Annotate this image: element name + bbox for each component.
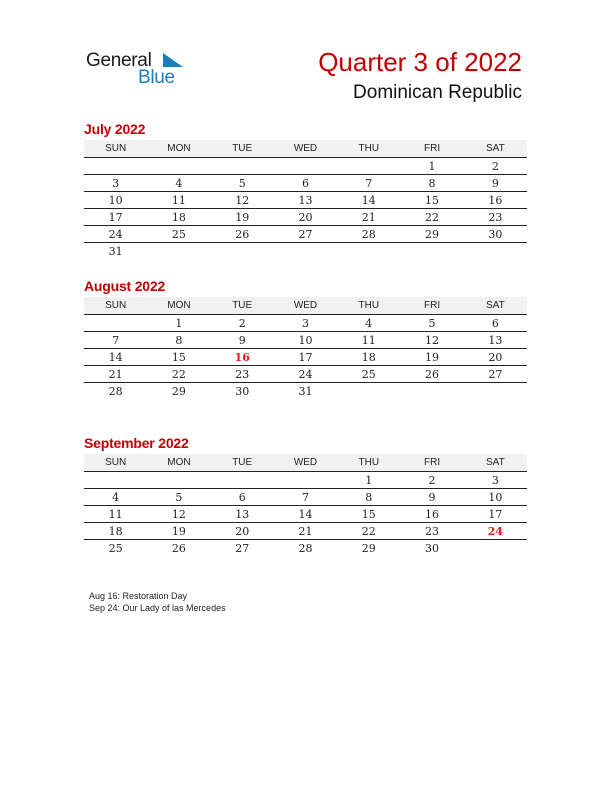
country-name: Dominican Republic bbox=[353, 82, 522, 103]
page-title: Quarter 3 of 2022 bbox=[318, 47, 522, 77]
day-cell: 25 bbox=[108, 541, 123, 555]
week-row bbox=[84, 332, 527, 349]
empty-day-cell bbox=[211, 243, 274, 260]
empty-day-cell bbox=[400, 243, 463, 260]
day-cell: 13 bbox=[464, 332, 527, 349]
day-cell: 25 bbox=[147, 226, 210, 243]
day-cell: 26 bbox=[211, 226, 274, 243]
week-row bbox=[84, 349, 527, 366]
day-cell: 6 bbox=[274, 175, 337, 192]
empty-day-cell bbox=[211, 472, 274, 489]
weekday-header: MON bbox=[147, 297, 210, 315]
day-cell: 2 bbox=[464, 158, 527, 175]
day-cell: 25 bbox=[337, 366, 400, 383]
day-cell: 8 bbox=[337, 489, 400, 506]
day-cell: 30 bbox=[425, 541, 440, 555]
day-cell: 18 bbox=[337, 349, 400, 366]
weekday-header: SAT bbox=[464, 454, 527, 472]
weekday-header: WED bbox=[274, 140, 337, 158]
day-cell: 2 bbox=[211, 315, 274, 332]
day-cell: 5 bbox=[400, 315, 463, 332]
day-cell: 17 bbox=[274, 349, 337, 366]
logo bbox=[86, 50, 196, 90]
empty-day-cell bbox=[464, 243, 527, 260]
calendar-table bbox=[84, 297, 527, 399]
week-row bbox=[84, 243, 527, 260]
month-title: September 2022 bbox=[84, 435, 189, 451]
day-cell: 6 bbox=[211, 489, 274, 506]
day-cell: 23 bbox=[211, 366, 274, 383]
empty-day-cell bbox=[274, 158, 337, 175]
week-row bbox=[84, 472, 527, 489]
day-cell: 22 bbox=[400, 209, 463, 226]
weekday-header: WED bbox=[274, 454, 337, 472]
weekday-header: TUE bbox=[211, 454, 274, 472]
day-cell: 3 bbox=[464, 472, 527, 489]
logo-text-general: General bbox=[86, 50, 152, 71]
weekday-header-row bbox=[84, 297, 527, 315]
month-title: August 2022 bbox=[84, 278, 166, 294]
empty-day-cell bbox=[274, 243, 337, 260]
holiday-notes bbox=[89, 590, 226, 614]
day-cell: 3 bbox=[274, 315, 337, 332]
day-cell: 29 bbox=[400, 226, 463, 243]
week-row bbox=[84, 366, 527, 383]
day-cell: 10 bbox=[274, 332, 337, 349]
day-cell: 12 bbox=[400, 332, 463, 349]
empty-day-cell bbox=[211, 158, 274, 175]
week-row bbox=[84, 506, 527, 523]
week-row bbox=[84, 226, 527, 243]
empty-day-cell bbox=[84, 158, 147, 175]
day-cell: 2 bbox=[400, 472, 463, 489]
logo-text-blue: Blue bbox=[138, 67, 175, 88]
day-cell: 22 bbox=[337, 523, 400, 540]
empty-day-cell bbox=[337, 158, 400, 175]
day-cell: 24 bbox=[84, 226, 147, 243]
weekday-header: TUE bbox=[211, 140, 274, 158]
day-cell: 12 bbox=[211, 192, 274, 209]
day-cell: 4 bbox=[147, 175, 210, 192]
day-cell: 21 bbox=[337, 209, 400, 226]
week-row bbox=[84, 158, 527, 175]
day-cell: 4 bbox=[84, 489, 147, 506]
day-cell: 3 bbox=[84, 175, 147, 192]
holiday-day-cell: 24 bbox=[464, 523, 527, 540]
week-row bbox=[84, 175, 527, 192]
empty-day-cell bbox=[337, 243, 400, 260]
day-cell: 19 bbox=[211, 209, 274, 226]
day-cell: 1 bbox=[400, 158, 463, 175]
empty-day-cell bbox=[400, 383, 463, 400]
day-cell: 13 bbox=[211, 506, 274, 523]
day-cell: 21 bbox=[84, 366, 147, 383]
day-cell: 12 bbox=[147, 506, 210, 523]
day-cell: 17 bbox=[84, 209, 147, 226]
weekday-header: THU bbox=[337, 454, 400, 472]
week-row bbox=[84, 540, 527, 557]
weekday-header: SAT bbox=[464, 140, 527, 158]
day-cell: 24 bbox=[274, 366, 337, 383]
weekday-header-row bbox=[84, 454, 527, 472]
calendar-table bbox=[84, 140, 527, 259]
day-cell: 27 bbox=[235, 541, 250, 555]
day-cell: 28 bbox=[337, 226, 400, 243]
day-cell: 17 bbox=[464, 506, 527, 523]
day-cell: 7 bbox=[337, 175, 400, 192]
day-cell: 4 bbox=[337, 315, 400, 332]
day-cell: 28 bbox=[108, 384, 123, 398]
day-cell: 8 bbox=[147, 332, 210, 349]
weekday-header: FRI bbox=[400, 454, 463, 472]
holiday-day-cell: 16 bbox=[211, 349, 274, 366]
weekday-header: MON bbox=[147, 140, 210, 158]
day-cell: 9 bbox=[211, 332, 274, 349]
day-cell: 9 bbox=[400, 489, 463, 506]
day-cell: 21 bbox=[274, 523, 337, 540]
month-august bbox=[84, 278, 527, 399]
day-cell: 26 bbox=[400, 366, 463, 383]
day-cell: 9 bbox=[464, 175, 527, 192]
empty-day-cell bbox=[147, 243, 210, 260]
day-cell: 20 bbox=[211, 523, 274, 540]
day-cell: 16 bbox=[464, 192, 527, 209]
day-cell: 10 bbox=[464, 489, 527, 506]
day-cell: 1 bbox=[147, 315, 210, 332]
day-cell: 18 bbox=[147, 209, 210, 226]
day-cell: 5 bbox=[147, 489, 210, 506]
day-cell: 11 bbox=[337, 332, 400, 349]
day-cell: 11 bbox=[147, 192, 210, 209]
day-cell: 14 bbox=[84, 349, 147, 366]
empty-day-cell bbox=[464, 383, 527, 400]
week-row bbox=[84, 383, 527, 400]
weekday-header: WED bbox=[274, 297, 337, 315]
day-cell: 6 bbox=[464, 315, 527, 332]
week-row bbox=[84, 209, 527, 226]
day-cell: 14 bbox=[274, 506, 337, 523]
logo-triangle-icon bbox=[163, 53, 183, 67]
day-cell: 30 bbox=[464, 226, 527, 243]
day-cell: 27 bbox=[464, 366, 527, 383]
empty-day-cell bbox=[464, 540, 527, 557]
month-title: July 2022 bbox=[84, 121, 146, 137]
day-cell: 8 bbox=[400, 175, 463, 192]
empty-day-cell bbox=[274, 472, 337, 489]
day-cell: 31 bbox=[298, 384, 313, 398]
weekday-header: SUN bbox=[84, 454, 147, 472]
day-cell: 19 bbox=[147, 523, 210, 540]
day-cell: 26 bbox=[171, 541, 186, 555]
day-cell: 7 bbox=[84, 332, 147, 349]
empty-day-cell bbox=[147, 472, 210, 489]
empty-day-cell bbox=[84, 315, 147, 332]
week-row bbox=[84, 489, 527, 506]
weekday-header: TUE bbox=[211, 297, 274, 315]
day-cell: 22 bbox=[147, 366, 210, 383]
day-cell: 16 bbox=[400, 506, 463, 523]
weekday-header: SAT bbox=[464, 297, 527, 315]
weekday-header-row bbox=[84, 140, 527, 158]
week-row bbox=[84, 523, 527, 540]
day-cell: 11 bbox=[84, 506, 147, 523]
holiday-note: Aug 16: Restoration Day bbox=[89, 591, 188, 601]
weekday-header: FRI bbox=[400, 297, 463, 315]
weekday-header: THU bbox=[337, 140, 400, 158]
day-cell: 23 bbox=[464, 209, 527, 226]
day-cell: 1 bbox=[337, 472, 400, 489]
weekday-header: FRI bbox=[400, 140, 463, 158]
week-row bbox=[84, 192, 527, 209]
day-cell: 19 bbox=[400, 349, 463, 366]
day-cell: 15 bbox=[400, 192, 463, 209]
empty-day-cell bbox=[337, 383, 400, 400]
empty-day-cell bbox=[84, 472, 147, 489]
day-cell: 28 bbox=[298, 541, 313, 555]
week-row bbox=[84, 315, 527, 332]
weekday-header: MON bbox=[147, 454, 210, 472]
day-cell: 14 bbox=[337, 192, 400, 209]
weekday-header: SUN bbox=[84, 140, 147, 158]
holiday-note: Sep 24: Our Lady of las Mercedes bbox=[89, 603, 226, 613]
day-cell: 15 bbox=[147, 349, 210, 366]
day-cell: 20 bbox=[274, 209, 337, 226]
day-cell: 18 bbox=[84, 523, 147, 540]
empty-day-cell bbox=[147, 158, 210, 175]
day-cell: 29 bbox=[171, 384, 186, 398]
weekday-header: SUN bbox=[84, 297, 147, 315]
weekday-header: THU bbox=[337, 297, 400, 315]
day-cell: 13 bbox=[274, 192, 337, 209]
day-cell: 31 bbox=[108, 244, 123, 258]
day-cell: 20 bbox=[464, 349, 527, 366]
day-cell: 23 bbox=[400, 523, 463, 540]
day-cell: 30 bbox=[235, 384, 250, 398]
day-cell: 5 bbox=[211, 175, 274, 192]
day-cell: 10 bbox=[84, 192, 147, 209]
day-cell: 15 bbox=[337, 506, 400, 523]
month-july bbox=[84, 121, 527, 259]
month-september bbox=[84, 435, 527, 556]
calendar-table bbox=[84, 454, 527, 556]
day-cell: 27 bbox=[274, 226, 337, 243]
day-cell: 7 bbox=[274, 489, 337, 506]
day-cell: 29 bbox=[361, 541, 376, 555]
